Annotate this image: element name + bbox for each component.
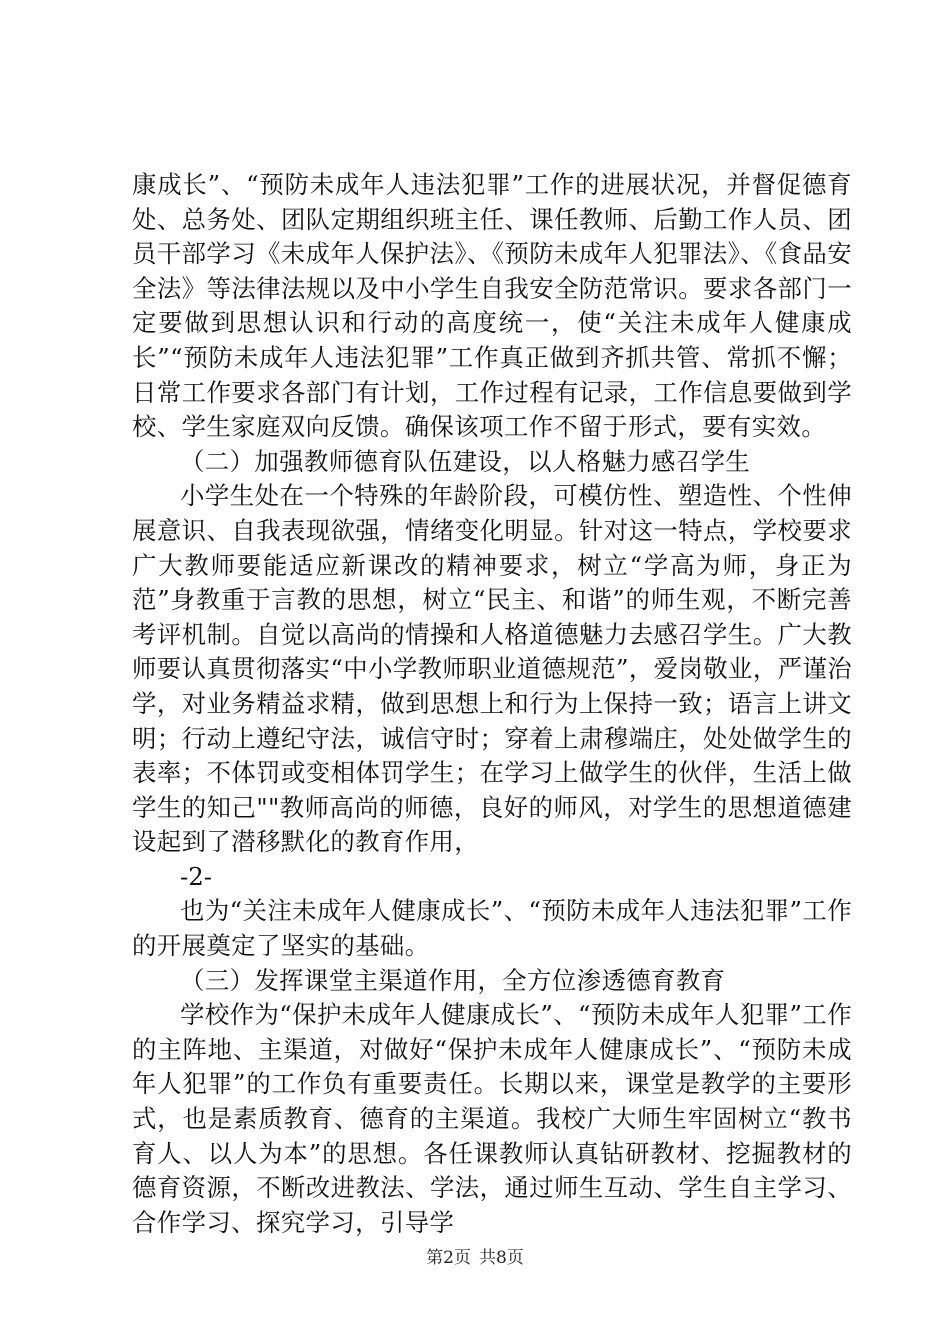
paragraph-teacher-ethics: 小学生处在一个特殊的年龄阶段，可模仿性、塑造性、个性伸展意识、自我表现欲强，情绪变化明显。针对这一特点，学校要求广大教师要能适应新课改的精神要求，树立“学高为师，身正为范”身教重于言教的思想，树立“民主、和谐”的师生观，不断完善考评机制。自觉以高尚的情操和人格道德魅力去感召学生。广大教师要认真贯彻落实“中小学教师职业道德规范”，爱岗敬业，严谨治学，对业务精益求精，做到思想上和行为上保持一致；语言上讲文明；行动上遵纪守法，诚信守时；穿着上肃穆端庄，处处做学生的表率；不体罚或变相体罚学生；在学习上做学生的伙伴，生活上做学生的知己""教师高尚的师德，良好的师风，对学生的思想道德建设起到了潜移默化的教育作用，: [132, 481, 852, 857]
paragraph-continuation: 康成长”、“预防未成年人违法犯罪”工作的进展状况，并督促德育处、总务处、团队定期组织班主任、课任教师、后勤工作人员、团员干部学习《未成年人保护法》、《预防未成年人犯罪法》、《食品安全法》等法律法规以及中小学生自我安全防范常识。要求各部门一定要做到思想认识和行动的高度统一，使“关注未成年人健康成长”“预防未成年人违法犯罪”工作真正做到齐抓共管、常抓不懈；日常工作要求各部门有计划，工作过程有记录，工作信息要做到学校、学生家庭双向反馈。确保该项工作不留于形式，要有实效。: [132, 170, 852, 442]
paragraph-classroom: 学校作为“保护未成年人健康成长”、“预防未成年人犯罪”工作的主阵地、主渠道，对做好“保护未成年人健康成长”、“预防未成年人犯罪”的工作负有重要责任。长期以来，课堂是教学的主要形式，也是素质教育、德育的主渠道。我校广大师生牢固树立“教书育人、以人为本”的思想。各任课教师认真钻研教材、挖掘教材的德育资源，不断改进教法、学法，通过师生互动、学生自主学习、合作学习、探究学习，引导学: [132, 1000, 852, 1237]
inline-page-marker: -2-: [180, 861, 213, 891]
page-number: 第2页: [426, 1248, 471, 1268]
document-body: [132, 168, 852, 1240]
paragraph-foundation: 也为“关注未成年人健康成长”、“预防未成年人违法犯罪”工作的开展奠定了坚实的基础。: [132, 896, 852, 961]
section-heading-2: （二）加强教师德育队伍建设，以人格魅力感召学生: [180, 446, 751, 476]
page-total: 共8页: [479, 1248, 524, 1268]
section-heading-3: （三）发挥课堂主渠道作用，全方位渗透德育教育: [180, 965, 726, 995]
page-footer: [0, 1247, 950, 1269]
